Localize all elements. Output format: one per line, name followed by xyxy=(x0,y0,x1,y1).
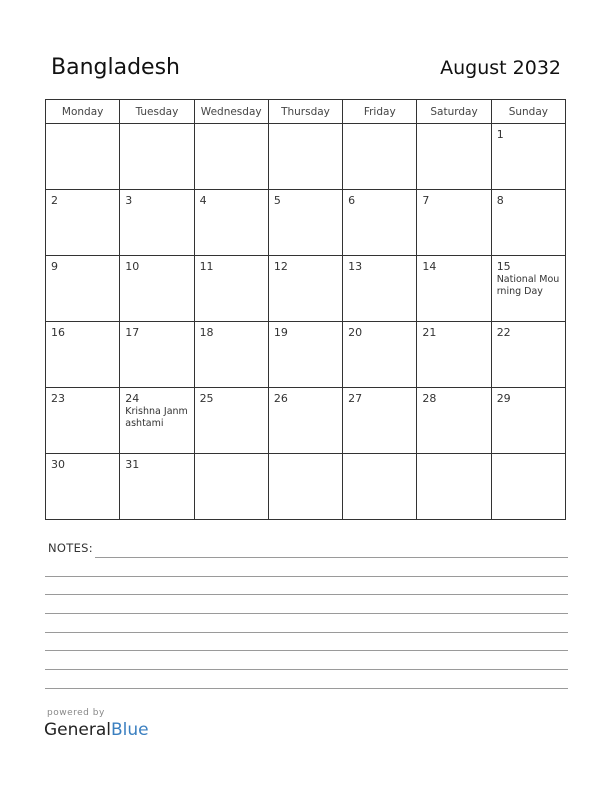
day-number: 7 xyxy=(422,194,430,207)
week-row xyxy=(46,322,566,388)
powered-by-text: powered by xyxy=(47,708,105,718)
country-title: Bangladesh xyxy=(51,55,180,80)
weekday-header: Thursday xyxy=(268,100,342,124)
holiday-label: Krishna Janmashtami xyxy=(125,406,188,429)
day-number: 31 xyxy=(125,458,140,471)
day-number: 5 xyxy=(273,194,281,207)
day-cell xyxy=(268,454,342,520)
day-cell xyxy=(120,256,194,322)
weekday-header: Friday xyxy=(343,100,417,124)
day-cell xyxy=(268,124,342,190)
day-number: 4 xyxy=(199,194,207,207)
day-number: 28 xyxy=(422,392,437,405)
day-number: 11 xyxy=(199,260,214,273)
day-number: 6 xyxy=(348,194,356,207)
brand-logo[interactable] xyxy=(44,720,149,740)
day-number: 24 xyxy=(125,392,140,405)
day-cell xyxy=(194,322,268,388)
day-cell xyxy=(268,388,342,454)
note-line xyxy=(45,594,568,595)
day-cell xyxy=(120,454,194,520)
day-cell xyxy=(194,124,268,190)
day-cell xyxy=(491,322,565,388)
day-cell xyxy=(343,454,417,520)
day-number: 22 xyxy=(496,326,511,339)
day-number: 30 xyxy=(51,458,65,471)
day-cell xyxy=(194,190,268,256)
day-cell xyxy=(120,124,194,190)
weekday-header: Sunday xyxy=(491,100,565,124)
note-line xyxy=(45,669,568,670)
weekday-header: Monday xyxy=(46,100,120,124)
day-number: 2 xyxy=(51,194,58,207)
day-cell xyxy=(46,322,120,388)
day-cell xyxy=(491,454,565,520)
day-number: 13 xyxy=(348,260,363,273)
day-number: 25 xyxy=(199,392,214,405)
day-cell xyxy=(268,190,342,256)
day-number: 17 xyxy=(125,326,140,339)
day-number: 9 xyxy=(51,260,58,273)
day-number: 15 xyxy=(496,260,511,273)
note-line xyxy=(45,576,568,577)
weekday-header: Wednesday xyxy=(194,100,268,124)
week-row xyxy=(46,256,566,322)
week-row xyxy=(46,124,566,190)
day-cell xyxy=(120,190,194,256)
week-row xyxy=(46,388,566,454)
weekday-header: Saturday xyxy=(417,100,491,124)
day-number: 21 xyxy=(422,326,437,339)
day-cell xyxy=(46,454,120,520)
note-line xyxy=(45,632,568,633)
day-cell xyxy=(46,124,120,190)
day-number: 10 xyxy=(125,260,140,273)
week-row xyxy=(46,190,566,256)
day-number: 16 xyxy=(51,326,65,339)
day-cell xyxy=(268,256,342,322)
day-cell xyxy=(194,454,268,520)
day-cell xyxy=(343,124,417,190)
day-cell xyxy=(343,322,417,388)
day-number: 27 xyxy=(348,392,363,405)
day-number: 19 xyxy=(273,326,288,339)
holiday-label: National Mourning Day xyxy=(496,274,560,297)
day-cell xyxy=(268,322,342,388)
brand-general: General xyxy=(44,720,111,740)
day-number: 3 xyxy=(125,194,133,207)
day-cell xyxy=(46,256,120,322)
day-number: 8 xyxy=(496,194,504,207)
day-cell xyxy=(120,322,194,388)
day-cell xyxy=(491,124,565,190)
day-cell xyxy=(343,190,417,256)
calendar-grid xyxy=(45,99,566,520)
day-number: 12 xyxy=(273,260,288,273)
day-cell xyxy=(417,190,491,256)
day-number: 29 xyxy=(496,392,511,405)
calendar-body xyxy=(46,124,566,520)
day-cell xyxy=(194,256,268,322)
note-line xyxy=(95,557,568,558)
weekday-header: Tuesday xyxy=(120,100,194,124)
day-cell xyxy=(417,388,491,454)
notes-label: NOTES: xyxy=(48,541,93,555)
note-line xyxy=(45,613,568,614)
month-year-title: August 2032 xyxy=(440,57,561,79)
day-cell xyxy=(194,388,268,454)
day-cell xyxy=(491,190,565,256)
day-cell xyxy=(343,256,417,322)
day-cell xyxy=(417,322,491,388)
day-cell xyxy=(417,256,491,322)
day-number: 26 xyxy=(273,392,288,405)
day-number: 14 xyxy=(422,260,437,273)
day-number: 1 xyxy=(496,128,504,141)
brand-blue: Blue xyxy=(111,720,149,740)
week-row xyxy=(46,454,566,520)
day-cell xyxy=(491,388,565,454)
day-cell xyxy=(343,388,417,454)
day-number: 18 xyxy=(199,326,214,339)
day-number: 20 xyxy=(348,326,363,339)
day-cell xyxy=(491,256,565,322)
weekday-header-row xyxy=(46,100,566,124)
note-line xyxy=(45,688,568,689)
day-cell xyxy=(417,454,491,520)
day-cell xyxy=(46,388,120,454)
day-number: 23 xyxy=(51,392,65,405)
note-line xyxy=(45,650,568,651)
day-cell xyxy=(46,190,120,256)
day-cell xyxy=(120,388,194,454)
day-cell xyxy=(417,124,491,190)
